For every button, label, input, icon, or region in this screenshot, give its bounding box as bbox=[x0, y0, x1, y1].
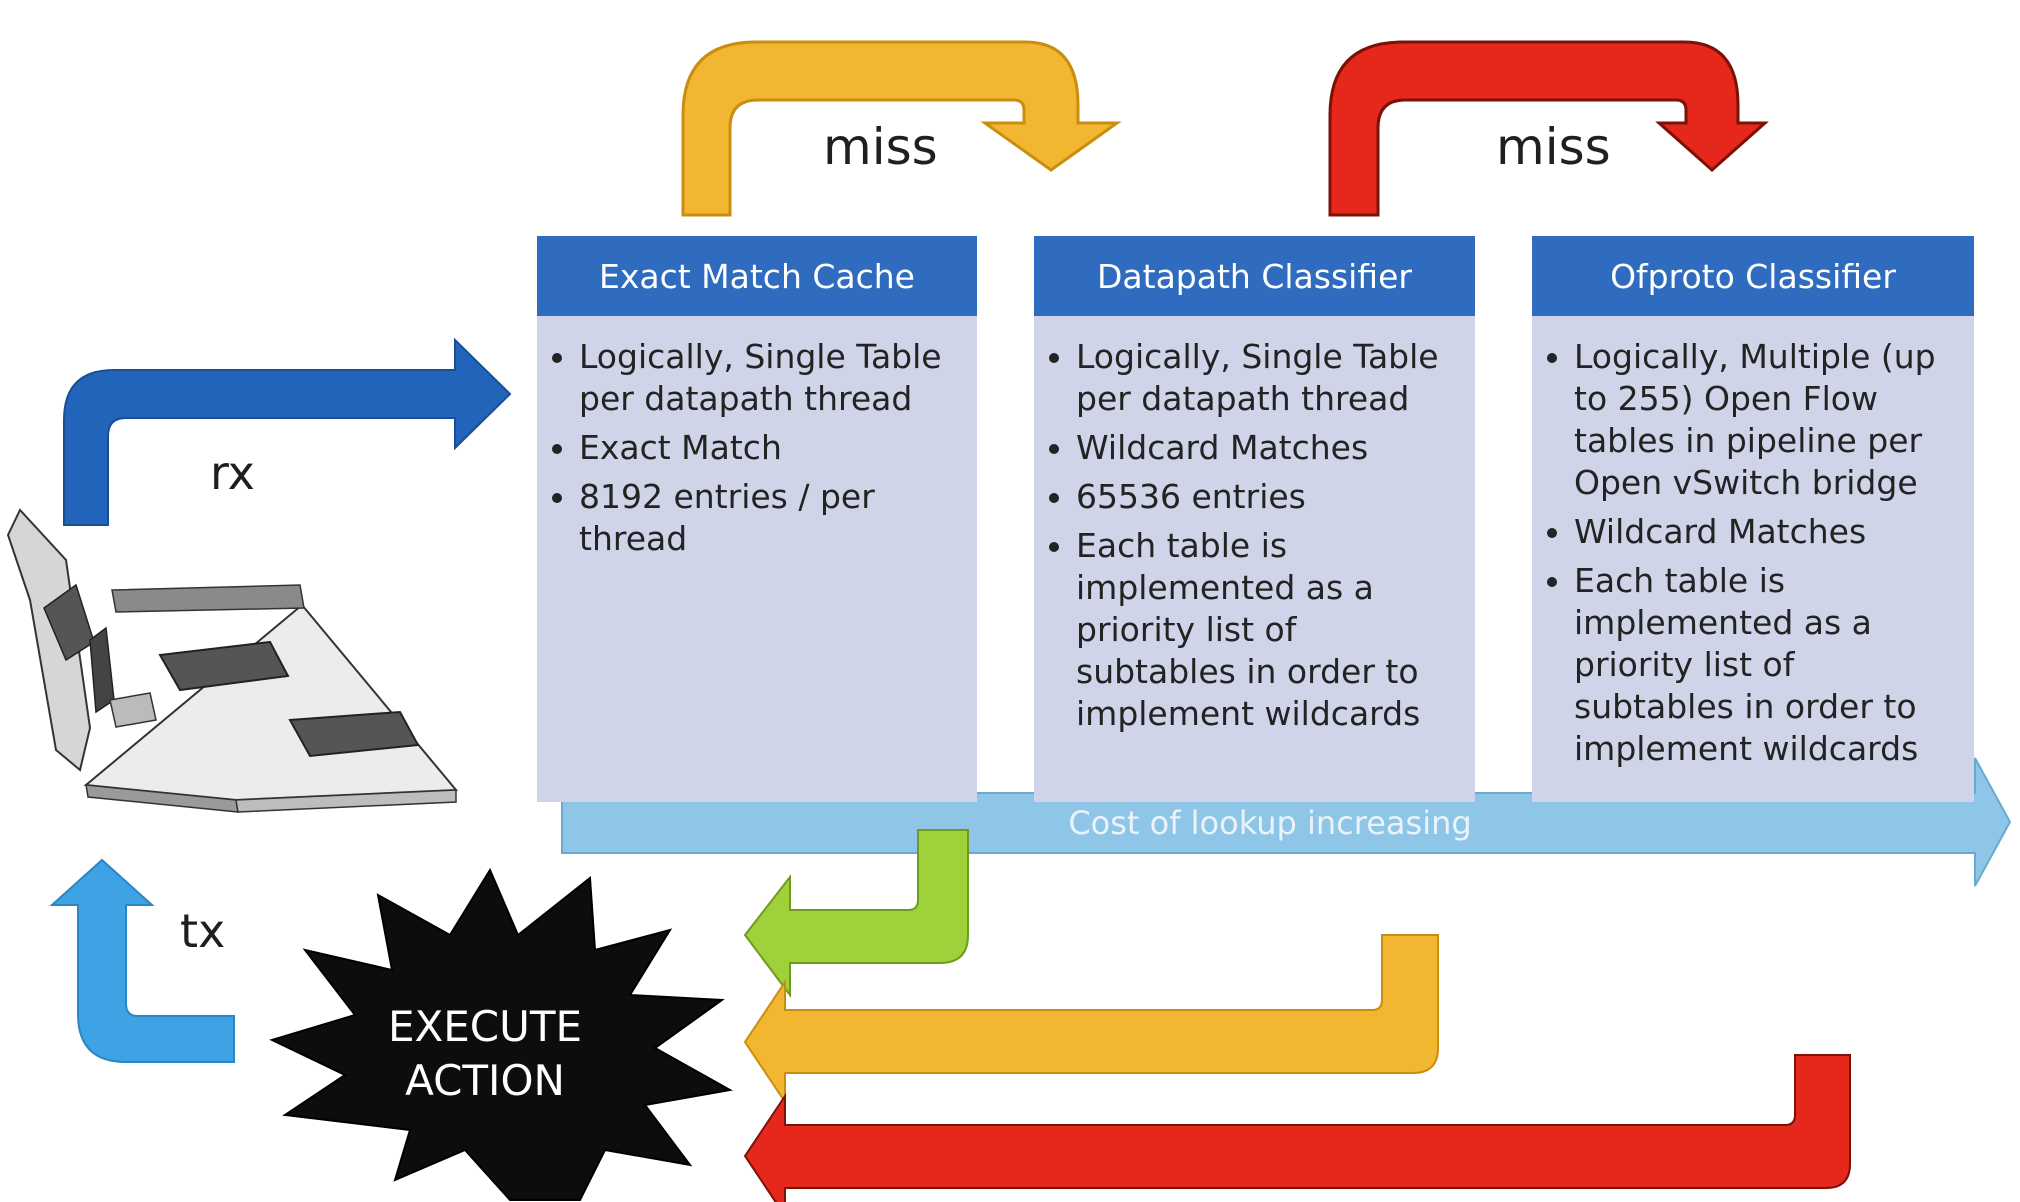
ofproto-hit-arrow bbox=[745, 1055, 1850, 1202]
ofproto-classifier-bullets bbox=[1532, 316, 1974, 777]
emc-hit-arrow bbox=[745, 830, 968, 995]
dpcls-miss-label: miss bbox=[1496, 118, 1611, 176]
bullet-item: • Logically, Single Table per datapath thread bbox=[1076, 336, 1459, 420]
bullet-item: • 65536 entries bbox=[1076, 476, 1459, 518]
rx-arrow bbox=[64, 340, 510, 525]
emc-miss-label: miss bbox=[823, 118, 938, 176]
ofproto-classifier-title: Ofproto Classifier bbox=[1532, 236, 1974, 316]
tx-label: tx bbox=[180, 904, 226, 958]
bullet-item: • Logically, Single Table per datapath thread bbox=[579, 336, 961, 420]
execute-action-label: EXECUTE ACTION bbox=[387, 1002, 583, 1105]
rx-label: rx bbox=[210, 446, 255, 500]
bullet-item: • Wildcard Matches bbox=[1076, 427, 1459, 469]
nic-card-image bbox=[8, 510, 456, 812]
bullet-item: • 8192 entries / per thread bbox=[579, 476, 961, 560]
exact-match-cache-box bbox=[537, 236, 977, 802]
datapath-classifier-title: Datapath Classifier bbox=[1034, 236, 1475, 316]
tx-arrow bbox=[52, 860, 234, 1062]
datapath-classifier-box bbox=[1034, 236, 1475, 802]
bullet-item: • Each table is implemented as a priority list of subtables in order to implement wildcards bbox=[1076, 525, 1459, 735]
bullet-item: • Wildcard Matches bbox=[1574, 511, 1958, 553]
ofproto-classifier-box bbox=[1532, 236, 1974, 802]
exact-match-cache-bullets bbox=[537, 316, 977, 567]
exact-match-cache-title: Exact Match Cache bbox=[537, 236, 977, 316]
datapath-classifier-bullets bbox=[1034, 316, 1475, 742]
bullet-item: • Logically, Multiple (up to 255) Open Flow tables in pipeline per Open vSwitch bridge bbox=[1574, 336, 1958, 504]
cost-of-lookup-label: Cost of lookup increasing bbox=[1068, 804, 1472, 842]
bullet-item: • Each table is implemented as a priority list of subtables in order to implement wildcards bbox=[1574, 560, 1958, 770]
bullet-item: • Exact Match bbox=[579, 427, 961, 469]
